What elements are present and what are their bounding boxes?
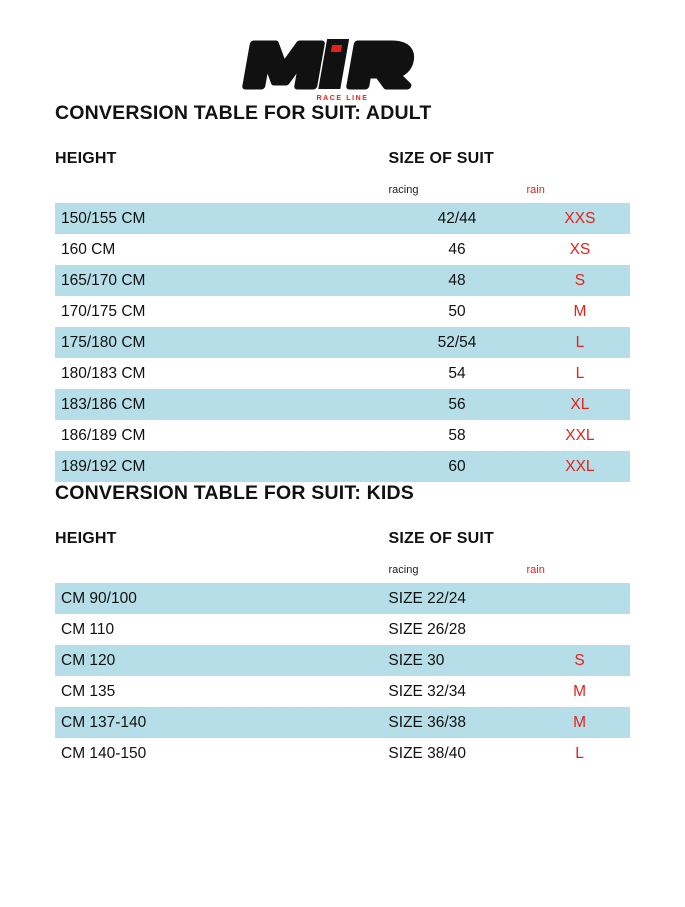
- kids-subheader-spacer: [55, 564, 389, 576]
- cell-height: 150/155 CM: [55, 203, 384, 234]
- table-row: [55, 645, 630, 676]
- kids-header-size-of-suit: SIZE OF SUIT: [388, 530, 495, 547]
- cell-racing-size: 50: [384, 296, 524, 327]
- cell-rain-size: XL: [524, 389, 630, 420]
- cell-racing-size: 58: [384, 420, 524, 451]
- cell-racing-size: SIZE 22/24: [386, 583, 523, 614]
- cell-rain-size: M: [523, 676, 630, 707]
- cell-rain-size: XXL: [524, 451, 630, 482]
- table-row: [55, 203, 630, 234]
- cell-racing-size: 46: [384, 234, 524, 265]
- cell-height: 170/175 CM: [55, 296, 384, 327]
- adult-section-title: CONVERSION TABLE FOR SUIT: ADULT: [55, 102, 432, 124]
- cell-rain-size: M: [523, 707, 630, 738]
- cell-racing-size: SIZE 38/40: [386, 738, 523, 769]
- adult-subheader-spacer: [55, 184, 389, 196]
- cell-height: CM 90/100: [55, 583, 386, 614]
- cell-height: 165/170 CM: [55, 265, 384, 296]
- adult-header-height: HEIGHT: [55, 150, 117, 167]
- cell-rain-size: XXS: [524, 203, 630, 234]
- table-row: [55, 265, 630, 296]
- adult-subheader-rain: rain: [526, 184, 545, 196]
- cell-racing-size: 60: [384, 451, 524, 482]
- table-row: [55, 389, 630, 420]
- cell-racing-size: SIZE 32/34: [386, 676, 523, 707]
- kids-section-title: CONVERSION TABLE FOR SUIT: KIDS: [55, 482, 415, 504]
- table-row: [55, 676, 630, 707]
- adult-table-body: [55, 203, 630, 482]
- cell-racing-size: 54: [384, 358, 524, 389]
- table-row: [55, 614, 630, 645]
- cell-height: CM 137-140: [55, 707, 386, 738]
- table-row: [55, 738, 630, 769]
- cell-rain-size: S: [524, 265, 630, 296]
- cell-rain-size: L: [524, 358, 630, 389]
- kids-header-height: HEIGHT: [55, 530, 117, 547]
- cell-height: CM 135: [55, 676, 386, 707]
- table-row: [55, 451, 630, 482]
- kids-subheader-racing: racing: [388, 564, 419, 576]
- adult-column-headers: [55, 150, 630, 168]
- cell-rain-size: L: [524, 327, 630, 358]
- cell-height: 186/189 CM: [55, 420, 384, 451]
- cell-height: CM 120: [55, 645, 386, 676]
- table-row: [55, 234, 630, 265]
- kids-subheader-rain: rain: [526, 564, 545, 576]
- adult-subheader-racing: racing: [388, 184, 419, 196]
- cell-rain-size: XXL: [524, 420, 630, 451]
- cell-rain-size: XS: [524, 234, 630, 265]
- kids-conversion-table: [55, 583, 630, 769]
- cell-rain-size: L: [523, 738, 630, 769]
- mir-wordmark-icon: [233, 34, 453, 102]
- cell-height: 175/180 CM: [55, 327, 384, 358]
- cell-height: 189/192 CM: [55, 451, 384, 482]
- cell-racing-size: SIZE 36/38: [386, 707, 523, 738]
- table-row: [55, 420, 630, 451]
- cell-height: 180/183 CM: [55, 358, 384, 389]
- cell-height: CM 110: [55, 614, 386, 645]
- kids-column-headers: [55, 530, 630, 548]
- adult-subcolumn-headers: [55, 184, 630, 196]
- brand-logo: [55, 0, 630, 102]
- cell-racing-size: SIZE 30: [386, 645, 523, 676]
- cell-height: 160 CM: [55, 234, 384, 265]
- cell-racing-size: 52/54: [384, 327, 524, 358]
- kids-table-body: [55, 583, 630, 769]
- kids-subcolumn-headers: [55, 564, 630, 576]
- cell-racing-size: SIZE 26/28: [386, 614, 523, 645]
- adult-conversion-table: [55, 203, 630, 482]
- table-row: [55, 707, 630, 738]
- cell-racing-size: 48: [384, 265, 524, 296]
- cell-height: 183/186 CM: [55, 389, 384, 420]
- cell-rain-size: M: [524, 296, 630, 327]
- cell-rain-size: S: [523, 645, 630, 676]
- adult-header-size-of-suit: SIZE OF SUIT: [388, 150, 495, 167]
- cell-rain-size: [523, 614, 630, 645]
- cell-rain-size: [523, 583, 630, 614]
- table-row: [55, 358, 630, 389]
- table-row: [55, 583, 630, 614]
- cell-height: CM 140-150: [55, 738, 386, 769]
- cell-racing-size: 56: [384, 389, 524, 420]
- logo-tagline: RACE LINE: [316, 95, 369, 102]
- cell-racing-size: 42/44: [384, 203, 524, 234]
- table-row: [55, 327, 630, 358]
- table-row: [55, 296, 630, 327]
- mir-logo-graphic: [233, 34, 453, 102]
